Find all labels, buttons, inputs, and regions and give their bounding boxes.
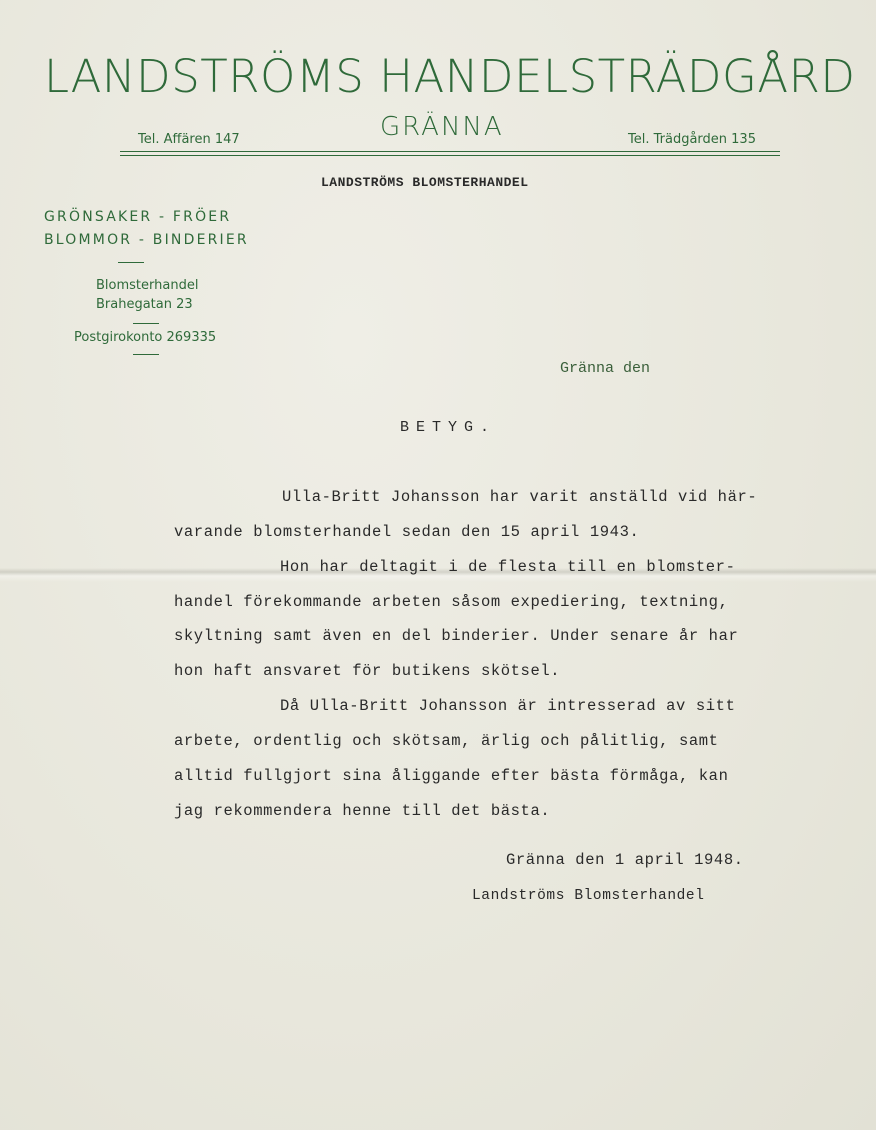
closing-date: Gränna den 1 april 1948. [506, 851, 744, 869]
letterhead-rule-thin [120, 155, 780, 156]
tel-shop: Tel. Affären 147 [138, 132, 240, 147]
shop-stamp: LANDSTRÖMS BLOMSTERHANDEL [321, 175, 529, 190]
tel-garden: Tel. Trädgården 135 [628, 132, 756, 147]
body-line: Ulla-Britt Johansson har varit anställd vid här- [282, 488, 758, 506]
address-street: Brahegatan 23 [96, 297, 193, 312]
divider [133, 354, 159, 355]
products-line-2: BLOMMOR - BINDERIER [44, 232, 249, 248]
letterhead-rule [120, 151, 780, 152]
signature-line: Landströms Blomsterhandel [472, 888, 705, 904]
body-line: arbete, ordentlig och skötsam, ärlig och pålitlig, samt [174, 732, 719, 750]
body-line: alltid fullgjort sina åliggande efter bästa förmåga, kan [174, 767, 729, 785]
body-line: jag rekommendera henne till det bästa. [174, 802, 551, 820]
body-line: hon haft ansvaret för butikens skötsel. [174, 662, 561, 680]
body-line: handel förekommande arbeten såsom expediering, textning, [174, 593, 729, 611]
letter-heading: BETYG. [400, 419, 497, 436]
company-name: LANDSTRÖMS HANDELSTRÄDGÅRD [44, 50, 856, 103]
town-name: GRÄNNA [380, 112, 504, 142]
date-header: Gränna den [560, 360, 651, 377]
body-line: Hon har deltagit i de flesta till en blomster- [280, 558, 736, 576]
divider [118, 262, 144, 263]
body-line: skyltning samt även en del binderier. Under senare år har [174, 627, 739, 645]
body-line: varande blomsterhandel sedan den 15 april 1943. [174, 523, 640, 541]
body-line: Då Ulla-Britt Johansson är intresserad av sitt [280, 697, 736, 715]
postgiro-account: Postgirokonto 269335 [74, 330, 217, 345]
divider [133, 323, 159, 324]
address-shop: Blomsterhandel [96, 278, 199, 293]
products-line-1: GRÖNSAKER - FRÖER [44, 209, 232, 225]
